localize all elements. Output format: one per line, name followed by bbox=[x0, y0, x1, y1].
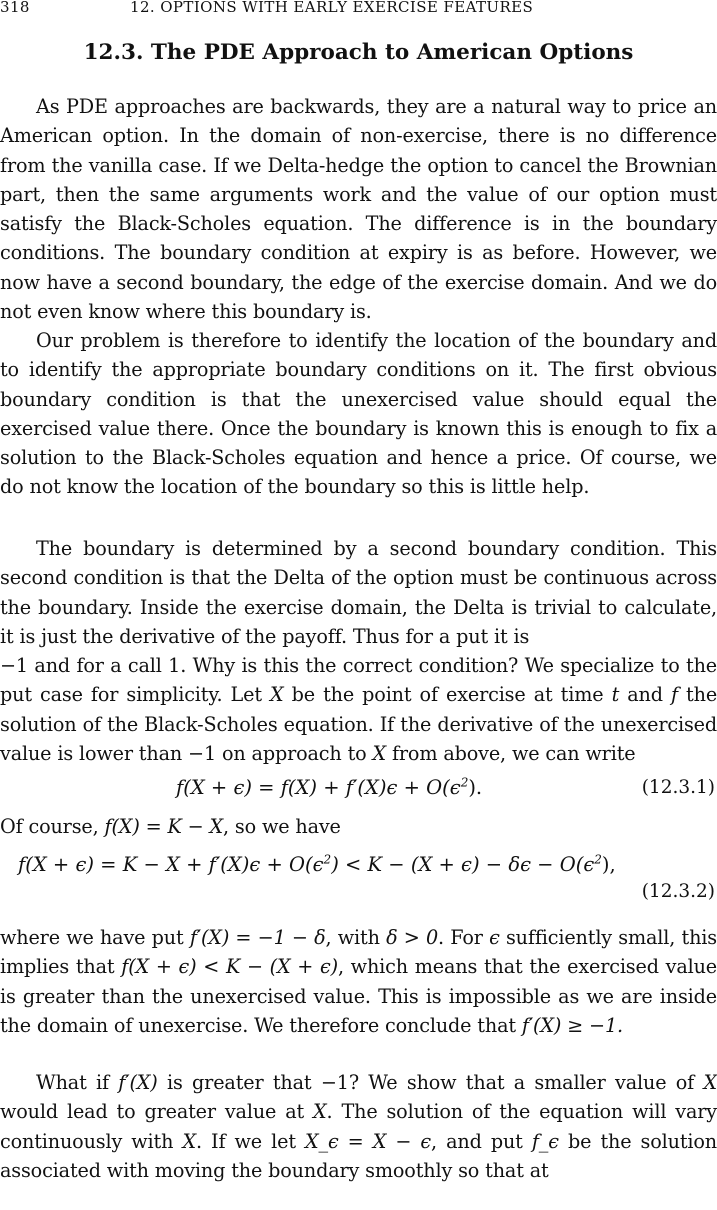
paragraph-4-text-a: Of course, bbox=[0, 815, 99, 838]
paragraph-1-text: As PDE approaches are backwards, they are a natural way to price an American option. In the domain of non-exercise, there is no difference from the vanilla case. If we Delta-hedge the option to cancel the Brownian part, then the same arguments work and the value of our option must satisfy the Black-Scholes equation. The difference is in the boundary conditions. The boundary condition at expiry is as before. However, we now have a second boundary, the edge of the exercise domain. And we do not even know where this boundary is. bbox=[0, 95, 717, 324]
math-X-3: X bbox=[703, 1071, 717, 1094]
equation-2-part-3: ), bbox=[601, 853, 616, 876]
paragraph-6-text-h: be the solution associated with moving the boundary smoothly so that at bbox=[0, 1129, 717, 1182]
paragraph-6 bbox=[0, 1068, 717, 1185]
math-X-4: X bbox=[313, 1100, 327, 1124]
equation-number-2: (12.3.2) bbox=[641, 881, 715, 902]
paragraph-2 bbox=[0, 326, 717, 502]
equation-12-3-2 bbox=[0, 850, 717, 880]
paragraph-5-text-d: sufficiently small, this implies that bbox=[0, 926, 717, 979]
math-epsilon: ϵ bbox=[489, 926, 500, 949]
paragraph-5-text-b: , with bbox=[325, 926, 380, 949]
math-delta-pos: δ > 0 bbox=[386, 926, 439, 949]
equation-number-1: (12.3.1) bbox=[641, 777, 715, 798]
paragraph-3-text-f: on approach to bbox=[221, 742, 367, 766]
paragraph-5-text-c: . For bbox=[438, 926, 483, 949]
superscript-2b: 2 bbox=[323, 852, 332, 867]
paragraph-1 bbox=[0, 92, 717, 326]
math-fprime-eq: f′(X) = −1 − δ bbox=[189, 926, 326, 949]
paragraph-2-text: Our problem is therefore to identify the location of the boundary and to identify the appropriate boundary conditions on it. The first obvious boundary condition is that the unexercised value should equal the exercised value there. Once the boundary is known this is enough to fix a solution to the Black-Scholes equation and hence a price. Of course, we do not know the location of the boundary so this is little help. bbox=[0, 329, 717, 499]
paragraph-6-text-b: is greater that bbox=[167, 1071, 312, 1094]
math-conclusion: f′(X) ≥ −1. bbox=[521, 1013, 623, 1037]
paragraph-4-text-b: , so we have bbox=[223, 815, 341, 838]
paragraph-3-text-d: and bbox=[627, 683, 663, 707]
paragraph-3-text-b: and for a call 1. Why is this the correct condition? We specialize to the put case for simplicity. Let bbox=[0, 654, 717, 707]
math-inequality: f(X + ϵ) < K − (X + ϵ) bbox=[121, 955, 338, 979]
paragraph-3-text-g: from above, we can write bbox=[391, 742, 636, 766]
paragraph-5-text-e: , which means that the exercised value is greater than the unexercised value. This is impossible as we are inside the domain of unexercise. We therefore conclude that bbox=[0, 955, 717, 1037]
paragraph-6-text-d: would lead to greater value at bbox=[0, 1100, 305, 1124]
paragraph-6-text-e: . The solution of the equation will vary continuously with bbox=[0, 1100, 717, 1153]
superscript-2: 2 bbox=[460, 775, 469, 790]
math-X-2: X bbox=[372, 742, 386, 766]
math-minus-one: −1 bbox=[0, 654, 28, 678]
math-minus-one-2: −1 bbox=[188, 742, 217, 766]
section-heading: 12.3. The PDE Approach to American Options bbox=[83, 40, 634, 65]
chapter-title: 12. OPTIONS WITH EARLY EXERCISE FEATURES bbox=[130, 0, 534, 16]
paragraph-6-text-c: ? We show that a smaller value of bbox=[348, 1071, 695, 1094]
math-fX-eq: f(X) = K − X bbox=[104, 815, 223, 838]
paragraph-3-text-e: the solution of the Black-Scholes equation. If the derivative of the unexercised value is lower than bbox=[0, 683, 717, 766]
paragraph-3-text-c: be the point of exercise at time bbox=[291, 683, 604, 707]
math-t: t bbox=[611, 683, 620, 707]
equation-2-part-2: ) < K − (X + ϵ) − δϵ − O(ϵ bbox=[331, 853, 595, 876]
page-number: 318 bbox=[0, 0, 30, 16]
paragraph-5-text-a: where we have put bbox=[0, 926, 184, 949]
math-minus-one-3: −1 bbox=[320, 1071, 349, 1094]
paragraph-3-text-a: The boundary is determined by a second boundary condition. This second condition is that the Delta of the option must be continuous across the boundary. Inside the exercise domain, the Delta is trivial to calculate, it is just the derivative of the payoff. Thus for a put it is bbox=[0, 537, 717, 648]
equation-2-part-1: f(X + ϵ) = K − X + f′(X)ϵ + O(ϵ bbox=[18, 853, 324, 876]
math-X-5: X bbox=[182, 1129, 196, 1153]
paragraph-6-text-f: . If we let bbox=[195, 1129, 296, 1153]
math-f-eps: f_ϵ bbox=[531, 1129, 559, 1153]
paragraph-3 bbox=[0, 534, 717, 768]
equation-1-body bbox=[176, 773, 482, 803]
paragraph-6-text-g: , and put bbox=[431, 1129, 523, 1153]
equation-1-end: ). bbox=[468, 776, 483, 799]
math-Xeps-eq: X_ϵ = X − ϵ bbox=[305, 1129, 431, 1153]
math-fprime: f′(X) bbox=[118, 1071, 158, 1094]
equation-1-lhs: f(X + ϵ) = f(X) + f′(X)ϵ + O(ϵ bbox=[176, 776, 461, 799]
equation-12-3-1 bbox=[0, 773, 717, 803]
running-header bbox=[0, 0, 717, 20]
paragraph-5 bbox=[0, 923, 717, 1040]
paragraph-4 bbox=[0, 812, 717, 841]
paragraph-6-text-a: What if bbox=[36, 1071, 109, 1094]
equation-2-body bbox=[18, 850, 616, 880]
superscript-2c: 2 bbox=[594, 852, 602, 867]
math-X: X bbox=[270, 683, 284, 707]
math-f: f bbox=[670, 683, 678, 707]
